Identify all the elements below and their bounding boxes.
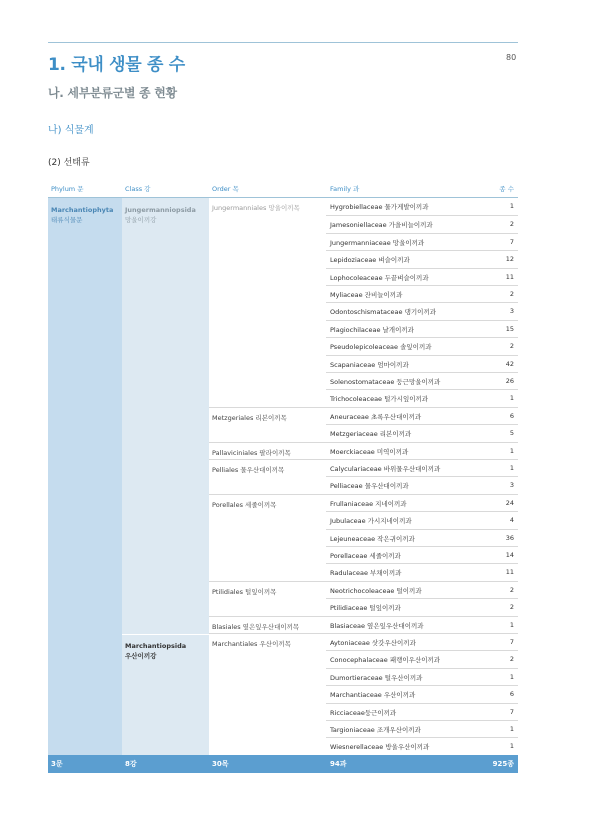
table-row xyxy=(326,720,518,737)
subsection-title: 나) 식물계 xyxy=(48,125,94,136)
family-name: Lophocoleaceae 두끝벼슬이끼과 xyxy=(330,273,429,282)
table-title: (2) 선태류 xyxy=(48,158,90,168)
species-count: 2 xyxy=(509,585,514,594)
family-name: Scapaniaceae 엄마이끼과 xyxy=(330,360,409,369)
table-row xyxy=(326,459,518,476)
order-label: Pallaviciniales 팔라이끼목 xyxy=(212,448,291,457)
species-count: 7 xyxy=(509,638,514,646)
table-row xyxy=(326,581,518,598)
table-row xyxy=(326,250,518,267)
order-cell xyxy=(209,459,326,494)
species-count: 6 xyxy=(509,690,514,699)
order-cell xyxy=(209,407,326,442)
total-phylum: 3문 xyxy=(51,760,63,768)
table-total-row xyxy=(48,755,518,773)
table-row xyxy=(326,372,518,389)
species-count: 2 xyxy=(509,290,514,298)
table-row xyxy=(326,616,518,633)
table-row xyxy=(326,389,518,406)
family-name: Pelliaceae 물우산대이끼과 xyxy=(330,482,409,491)
order-label: Porellales 세줄이끼목 xyxy=(212,500,277,509)
species-count: 12 xyxy=(505,255,514,264)
order-cell xyxy=(209,581,326,616)
species-count: 1 xyxy=(509,202,514,210)
table-row xyxy=(326,685,518,702)
table-row xyxy=(326,563,518,580)
species-count: 7 xyxy=(509,237,514,246)
species-count: 1 xyxy=(509,446,514,455)
table-header-row xyxy=(48,180,518,198)
class-latin: Marchantiopsida xyxy=(125,642,187,650)
total-order: 30목 xyxy=(212,760,229,768)
family-name: Solenostomataceae 둥근망울이끼과 xyxy=(330,378,441,386)
order-label: Pelliales 물우산대이끼목 xyxy=(212,466,285,474)
page-number: 80 xyxy=(506,53,517,62)
species-count: 36 xyxy=(505,533,514,542)
species-count: 11 xyxy=(505,272,514,281)
class-cell-marchantiopsida xyxy=(125,641,186,661)
table-row xyxy=(326,424,518,441)
family-name: Frullaniaceae 지네이끼과 xyxy=(330,499,407,508)
species-count: 6 xyxy=(509,411,514,420)
table-row xyxy=(326,355,518,372)
species-count: 24 xyxy=(505,498,514,507)
family-name: Trichocoleaceae 털가시잎이끼과 xyxy=(330,395,429,404)
header-family: Family 과 xyxy=(330,185,360,193)
order-cell xyxy=(209,494,326,581)
family-name: Odontoschismataceae 댕기이끼과 xyxy=(330,308,436,317)
table-row xyxy=(326,285,518,302)
family-name: Blasiaceae 옆은잎우산대이끼과 xyxy=(330,621,424,630)
table-row xyxy=(326,302,518,319)
species-count: 1 xyxy=(509,394,514,403)
table-row xyxy=(326,320,518,337)
family-name: Lepidoziaceae 벼슬이끼과 xyxy=(330,256,410,265)
species-count: 15 xyxy=(505,324,514,333)
family-name: Porellaceae 세줄이끼과 xyxy=(330,552,401,560)
table-row xyxy=(326,268,518,285)
species-count: 3 xyxy=(509,481,514,490)
species-count: 2 xyxy=(509,655,514,664)
class-korean: 우산이끼강 xyxy=(125,652,157,660)
species-count: 1 xyxy=(509,742,514,751)
table-row xyxy=(326,633,518,650)
total-class: 8강 xyxy=(125,760,137,768)
species-count: 5 xyxy=(509,429,514,438)
family-name: Moerckiaceae 미역이끼과 xyxy=(330,447,409,456)
table-row xyxy=(326,511,518,528)
species-count: 1 xyxy=(509,672,514,681)
order-label: Blasiales 옆은잎우산대이끼목 xyxy=(212,622,300,631)
order-label: Jungermanniales 망울이끼목 xyxy=(212,204,300,212)
species-count: 1 xyxy=(509,464,514,472)
family-name: Ricciaceae둥근이끼과 xyxy=(330,708,397,717)
family-name: Plagiochilaceae 날개이끼과 xyxy=(330,325,414,334)
family-name: Aytoniaceae 삿갓우산이끼과 xyxy=(330,639,416,647)
section-title: 나. 세부분류군별 종 현황 xyxy=(48,86,177,100)
table-row xyxy=(326,668,518,685)
species-count: 26 xyxy=(505,377,514,385)
species-count: 7 xyxy=(509,707,514,716)
table-row xyxy=(326,337,518,354)
family-name: Lejeuneaceae 작은귀이끼과 xyxy=(330,534,415,543)
species-count: 3 xyxy=(509,307,514,316)
species-count: 1 xyxy=(509,725,514,733)
class-column xyxy=(122,198,209,755)
family-name: Dumortieraceae 털우산이끼과 xyxy=(330,673,423,682)
species-count: 1 xyxy=(509,620,514,629)
species-count: 4 xyxy=(509,516,514,525)
table-row xyxy=(326,703,518,720)
family-name: Jubulaceae 가시지네이끼과 xyxy=(330,517,412,526)
family-name: Marchantiaceae 우산이끼과 xyxy=(330,691,416,700)
total-family: 94과 xyxy=(330,760,347,768)
table-row xyxy=(326,198,518,215)
family-name: Conocephalaceae 패랭이우산이끼과 xyxy=(330,656,441,665)
order-cell xyxy=(209,198,326,407)
top-rule xyxy=(48,42,518,43)
class-korean: 망울이끼강 xyxy=(125,216,157,224)
table-body xyxy=(48,198,518,755)
class-divider xyxy=(122,634,209,635)
order-label: Marchantiales 우산이끼목 xyxy=(212,640,291,648)
table-row xyxy=(326,233,518,250)
family-name: Neotrichocoleaceae 털이끼과 xyxy=(330,586,422,595)
table-row xyxy=(326,476,518,493)
family-name: Targioniaceae 조개우산이끼과 xyxy=(330,726,421,734)
order-label: Metzgeriales 리본이끼목 xyxy=(212,413,287,422)
table-row xyxy=(326,546,518,563)
species-count: 11 xyxy=(505,568,514,577)
order-cell xyxy=(209,633,326,755)
total-count: 925종 xyxy=(492,760,514,768)
table-row xyxy=(326,529,518,546)
species-count: 42 xyxy=(505,359,514,368)
phylum-latin: Marchantiophyta xyxy=(51,206,114,214)
class-cell-jungermanniopsida xyxy=(125,205,196,225)
phylum-korean: 태류식물문 xyxy=(51,216,83,224)
family-name: Calyculariaceae 바위물우산대이끼과 xyxy=(330,465,441,473)
header-phylum: Phylum 문 xyxy=(51,185,84,193)
phylum-cell xyxy=(51,205,113,225)
table-row xyxy=(326,442,518,459)
order-cell xyxy=(209,616,326,633)
order-label: Ptilidiales 털잎이끼목 xyxy=(212,587,277,596)
family-name: Myliaceae 잔비늘이끼과 xyxy=(330,291,403,299)
class-latin: Jungermanniopsida xyxy=(125,206,196,214)
table-row xyxy=(326,494,518,511)
order-cell xyxy=(209,442,326,459)
table-row xyxy=(326,407,518,424)
phylum-column xyxy=(48,198,122,755)
family-name: Hygrobiellaceae 물가게발이끼과 xyxy=(330,203,429,211)
family-name: Ptilidiaceae 털잎이끼과 xyxy=(330,604,401,613)
table-row xyxy=(326,598,518,615)
family-name: Jungermanniaceae 망울이끼과 xyxy=(330,238,425,247)
family-name: Radulaceae 부채이끼과 xyxy=(330,569,402,578)
table-row xyxy=(326,737,518,754)
family-name: Jamesoniellaceae 가을비늘이끼과 xyxy=(330,221,433,230)
family-name: Wiesnerellaceae 방울우산이끼과 xyxy=(330,743,430,752)
table-row xyxy=(326,215,518,232)
species-count: 2 xyxy=(509,220,514,229)
header-class: Class 강 xyxy=(125,185,151,193)
species-table xyxy=(48,180,518,773)
header-count: 종 수 xyxy=(499,185,514,193)
chapter-title: 1. 국내 생물 종 수 xyxy=(48,55,185,75)
table-row xyxy=(326,650,518,667)
species-count: 2 xyxy=(509,603,514,612)
species-count: 14 xyxy=(505,551,514,559)
family-name: Metzgeriaceae 리본이끼과 xyxy=(330,430,412,439)
family-name: Aneuraceae 초록우산대이끼과 xyxy=(330,412,422,421)
family-name: Pseudolepicoleaceae 솔잎이끼과 xyxy=(330,343,432,352)
header-order: Order 목 xyxy=(212,185,239,193)
species-count: 2 xyxy=(509,342,514,351)
